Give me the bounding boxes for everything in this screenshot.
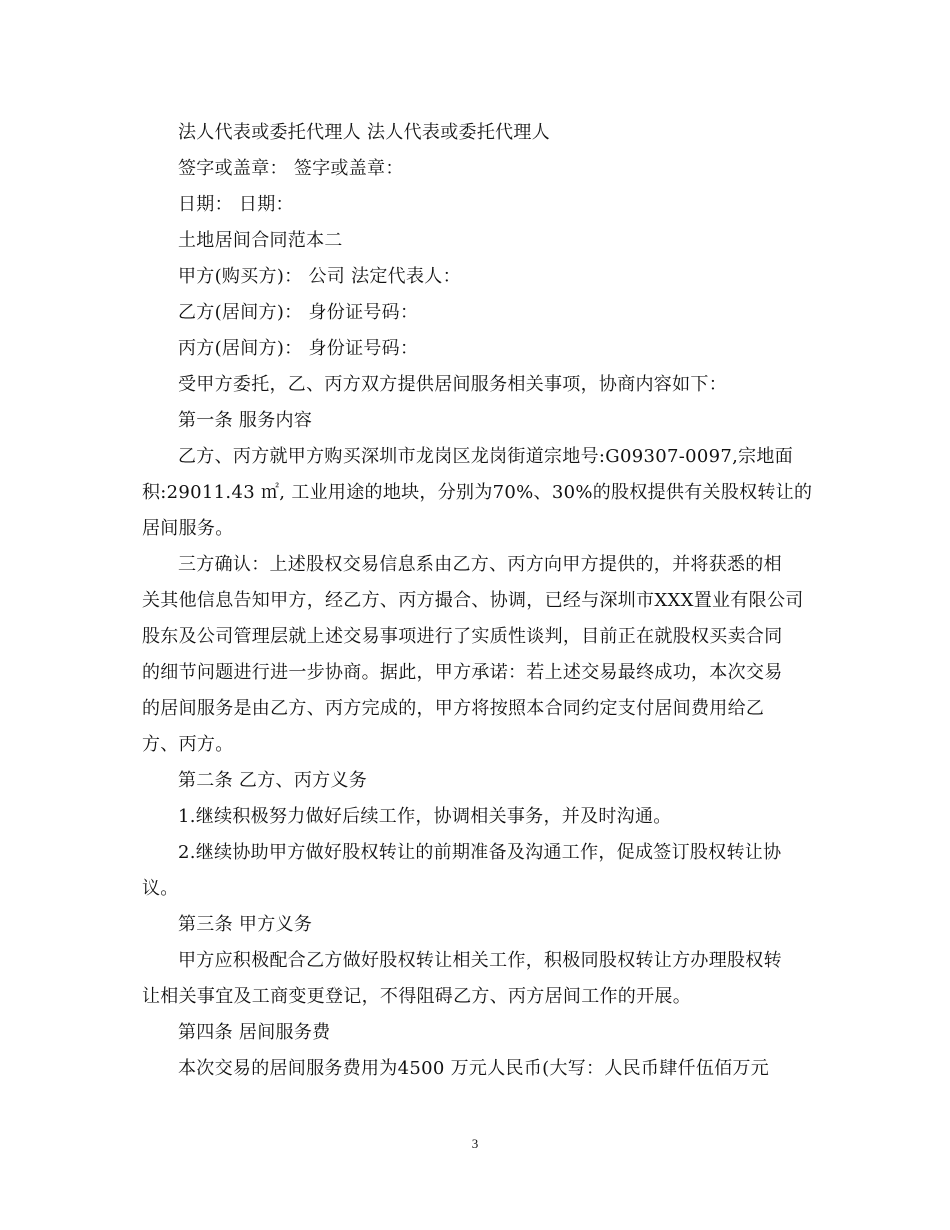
text-line: 乙方、丙方就甲方购买深圳市龙岗区龙岗街道宗地号:G09307-0097,宗地面 <box>178 446 794 467</box>
text-line: 的居间服务是由乙方、丙方完成的，甲方将按照本合同约定支付居间费用给乙 <box>142 698 765 719</box>
text-line: 甲方应积极配合乙方做好股权转让相关工作，积极同股权转让方办理股权转 <box>178 950 782 971</box>
text-line: 乙方(居间方)： 身份证号码： <box>178 302 419 323</box>
text-line: 1.继续积极努力做好后续工作，协调相关事务，并及时沟通。 <box>178 806 672 827</box>
text-line: 签字或盖章： 签字或盖章： <box>178 158 404 179</box>
text-line: 三方确认：上述股权交易信息系由乙方、丙方向甲方提供的，并将获悉的相 <box>178 554 782 575</box>
text-line: 股东及公司管理层就上述交易事项进行了实质性谈判，目前正在就股权买卖合同 <box>142 626 783 647</box>
text-line: 方、丙方。 <box>142 734 234 755</box>
text-line: 议。 <box>142 878 179 899</box>
text-line: 法人代表或委托代理人 法人代表或委托代理人 <box>178 122 551 143</box>
text-line: 让相关事宜及工商变更登记，不得阻碍乙方、丙方居间工作的开展。 <box>142 986 691 1007</box>
page-number: 3 <box>471 1136 479 1151</box>
document-body <box>142 115 813 1087</box>
text-line: 第三条 甲方义务 <box>178 914 313 935</box>
text-line: 本次交易的居间服务费用为4500 万元人民币(大写：人民币肆仟伍佰万元 <box>178 1058 770 1079</box>
text-line: 第一条 服务内容 <box>178 410 313 431</box>
text-line: 第二条 乙方、丙方义务 <box>178 770 368 791</box>
text-line: 甲方(购买方)： 公司 法定代表人： <box>178 266 461 287</box>
text-line: 日期： 日期： <box>178 194 294 215</box>
text-line: 2.继续协助甲方做好股权转让的前期准备及沟通工作，促成签订股权转让协 <box>178 842 782 863</box>
text-line: 第四条 居间服务费 <box>178 1022 331 1043</box>
text-line: 居间服务。 <box>142 518 234 539</box>
text-line: 关其他信息告知甲方，经乙方、丙方撮合、协调，已经与深圳市XXX置业有限公司 <box>142 590 804 611</box>
text-line: 丙方(居间方)： 身份证号码： <box>178 338 419 359</box>
text-line: 积:29011.43 ㎡, 工业用途的地块，分别为70%、30%的股权提供有关股权转让的 <box>142 482 813 503</box>
text-line: 土地居间合同范本二 <box>178 230 343 251</box>
text-line: 受甲方委托，乙、丙方双方提供居间服务相关事项，协商内容如下： <box>178 374 727 395</box>
text-line: 的细节问题进行进一步协商。据此，甲方承诺：若上述交易最终成功，本次交易 <box>142 662 783 683</box>
